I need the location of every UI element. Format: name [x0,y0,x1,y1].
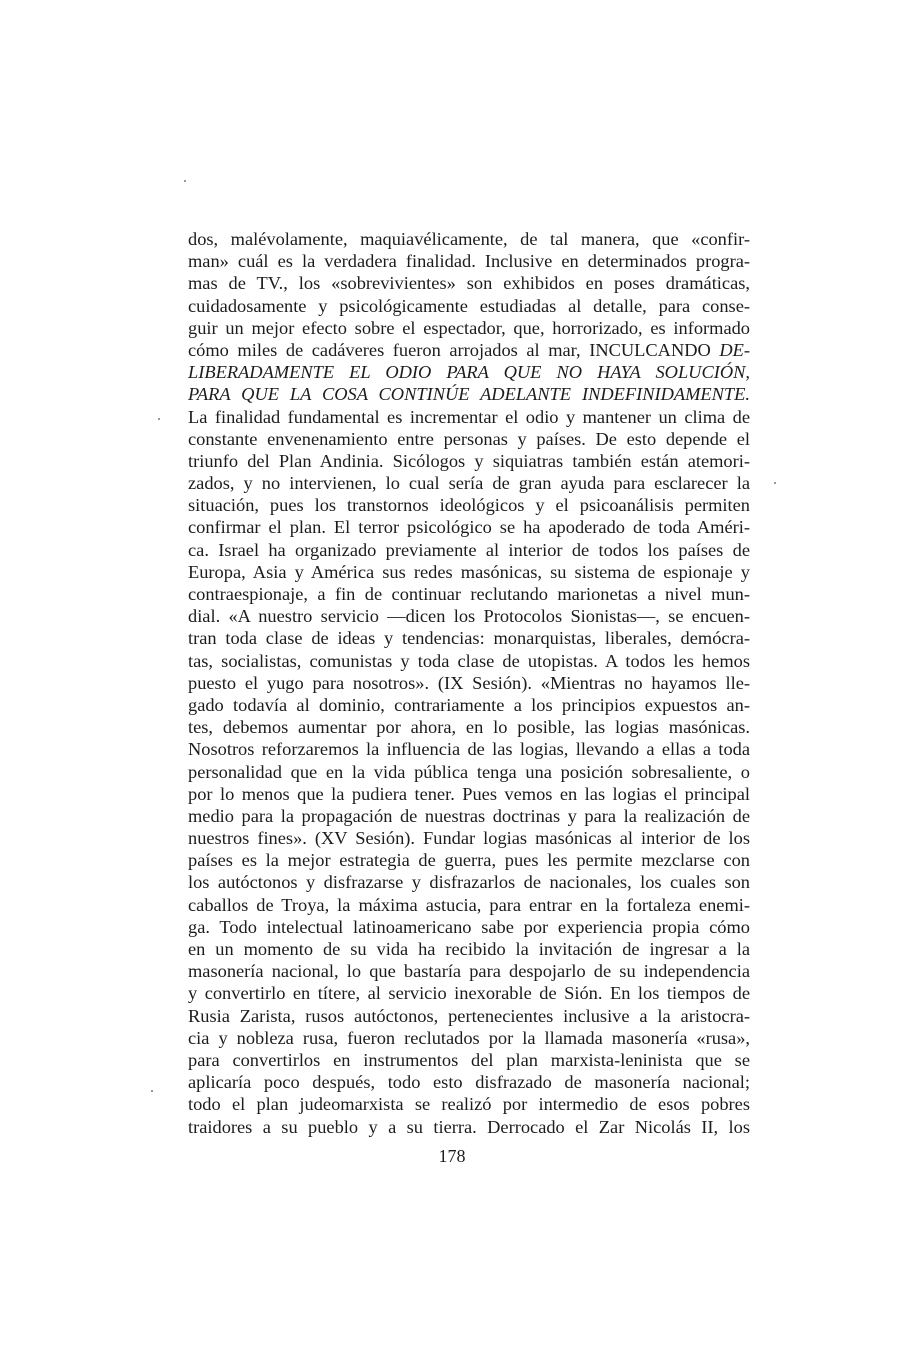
text-segment: ca. Israel ha organizado previamente al interior de todos los países de [188,539,750,560]
text-segment: confirmar el plan. El terror psicológico se ha apoderado de toda Améri- [188,517,750,538]
text-line [188,250,750,272]
text-line [188,849,750,871]
text-segment: países es la mejor estrategia de guerra, pues les permite mezclarse con [188,850,750,871]
page-number: 178 [438,1146,466,1166]
text-segment: ga. Todo intelectual latinoamericano sabe por experiencia propia cómo [188,916,750,937]
text-segment: por lo menos que la pudiera tener. Pues vemos en las logias el principal [188,783,750,804]
text-line [188,894,750,916]
text-segment: constante envenenamiento entre personas y países. De esto depende el [188,428,750,449]
text-segment: Nosotros reforzaremos la influencia de las logias, llevando a ellas a toda [188,739,750,760]
text-line [188,738,750,760]
text-line [188,1071,750,1093]
text-line [188,650,750,672]
text-segment: para convertirlos en instrumentos del plan marxista-leninista que se [188,1049,750,1070]
text-segment: tes, debemos aumentar por ahora, en lo posible, las logias masónicas. [188,717,750,738]
text-segment: nuestros fines». (XV Sesión). Fundar logias masónicas al interior de los [188,828,750,849]
text-segment: cia y nobleza rusa, fueron reclutados por la llamada masonería «rusa», [188,1027,750,1048]
text-segment: y convertirlo en títere, al servicio inexorable de Sión. En los tiempos de [188,983,750,1004]
text-segment: guir un mejor efecto sobre el espectador, que, horrorizado, es informado [188,317,750,338]
text-line [188,1027,750,1049]
text-line [188,627,750,649]
text-line [188,450,750,472]
text-line [188,361,750,383]
scan-speck [151,1090,153,1092]
text-line [188,938,750,960]
text-line [188,871,750,893]
text-line [188,1049,750,1071]
text-segment: medio para la propagación de nuestras doctrinas y para la realización de [188,805,750,826]
text-line [188,805,750,827]
text-segment: zados, y no intervienen, lo cual sería de gran ayuda para esclarecer la [188,473,750,494]
scan-speck [774,482,776,484]
text-line [188,783,750,805]
text-line [188,1005,750,1027]
text-segment: en un momento de su vida ha recibido la invitación de ingresar a la [188,939,750,959]
italic-segment: PARA QUE LA COSA CONTINÚE ADELANTE INDEFINIDAMENTE. [188,384,750,405]
text-segment: La finalidad fundamental es incrementar el odio y mantener un clima de [188,406,750,427]
body-text [188,228,750,1138]
text-line [188,583,750,605]
text-line [188,827,750,849]
scan-speck [184,180,186,182]
text-line [188,339,750,361]
text-line [188,694,750,716]
text-segment: contraespionaje, a fin de continuar reclutando marionetas a nivel mun- [188,584,750,604]
text-segment: puesto el yugo para nosotros». (IX Sesión). «Mientras no hayamos lle- [188,672,750,693]
text-line [188,716,750,738]
text-segment: Europa, Asia y América sus redes masónicas, su sistema de espionaje y [188,561,750,582]
text-segment: tas, socialistas, comunistas y toda clase de utopistas. A todos les hemos [188,650,750,671]
text-line [188,960,750,982]
text-segment: cómo miles de cadáveres fueron arrojados al mar, INCULCANDO [188,339,720,360]
text-line [188,1093,750,1115]
text-segment: dial. «A nuestro servicio —dicen los Protocolos Sionistas—, se encuen- [188,606,750,627]
italic-segment: LIBERADAMENTE EL ODIO PARA QUE NO HAYA SOLUCIÓN, [188,362,750,383]
text-line [188,228,750,250]
text-segment: tran toda clase de ideas y tendencias: monarquistas, liberales, demócra- [188,628,750,649]
text-line [188,406,750,428]
text-segment: aplicaría poco después, todo esto disfrazado de masonería nacional; [188,1072,750,1093]
italic-segment: DE- [719,339,750,360]
text-segment: cuidadosamente y psicológicamente estudiadas al detalle, para conse- [188,295,750,316]
text-line [188,605,750,627]
text-line [188,295,750,317]
text-segment: traidores a su pueblo y a su tierra. Derrocado el Zar Nicolás II, los [188,1116,750,1137]
text-segment: masonería nacional, lo que bastaría para despojarlo de su independencia [188,961,750,982]
text-segment: Rusia Zarista, rusos autóctonos, pertenecientes inclusive a la aristocra- [188,1005,750,1026]
text-segment: los autóctonos y disfrazarse y disfrazarlos de nacionales, los cuales son [188,872,750,893]
text-segment: gado todavía al dominio, contrariamente a los principios expuestos an- [188,694,750,715]
text-line [188,428,750,450]
text-line [188,539,750,561]
text-line [188,383,750,405]
text-line [188,494,750,516]
text-line [188,516,750,538]
text-segment: caballos de Troya, la máxima astucia, para entrar en la fortaleza enemi- [188,894,750,915]
text-line [188,1116,750,1138]
text-line [188,982,750,1004]
text-line [188,672,750,694]
text-segment: personalidad que en la vida pública tenga una posición sobresaliente, o [188,761,750,782]
text-line [188,561,750,583]
text-segment: dos, malévolamente, maquiavélicamente, de tal manera, que «confir- [188,229,750,249]
text-line [188,317,750,339]
text-line [188,472,750,494]
text-segment: todo el plan judeomarxista se realizó por intermedio de esos pobres [188,1094,750,1115]
text-line [188,761,750,783]
text-segment: situación, pues los transtornos ideológicos y el psicoanálisis permiten [188,495,750,516]
scan-speck [158,418,160,420]
text-line [188,916,750,938]
text-line [188,272,750,294]
text-segment: triunfo del Plan Andinia. Sicólogos y siquiatras también están atemori- [188,450,750,471]
text-segment: man» cuál es la verdadera finalidad. Inclusive en determinados progra- [188,251,750,272]
text-segment: mas de TV., los «sobrevivientes» son exhibidos en poses dramáticas, [188,273,750,294]
